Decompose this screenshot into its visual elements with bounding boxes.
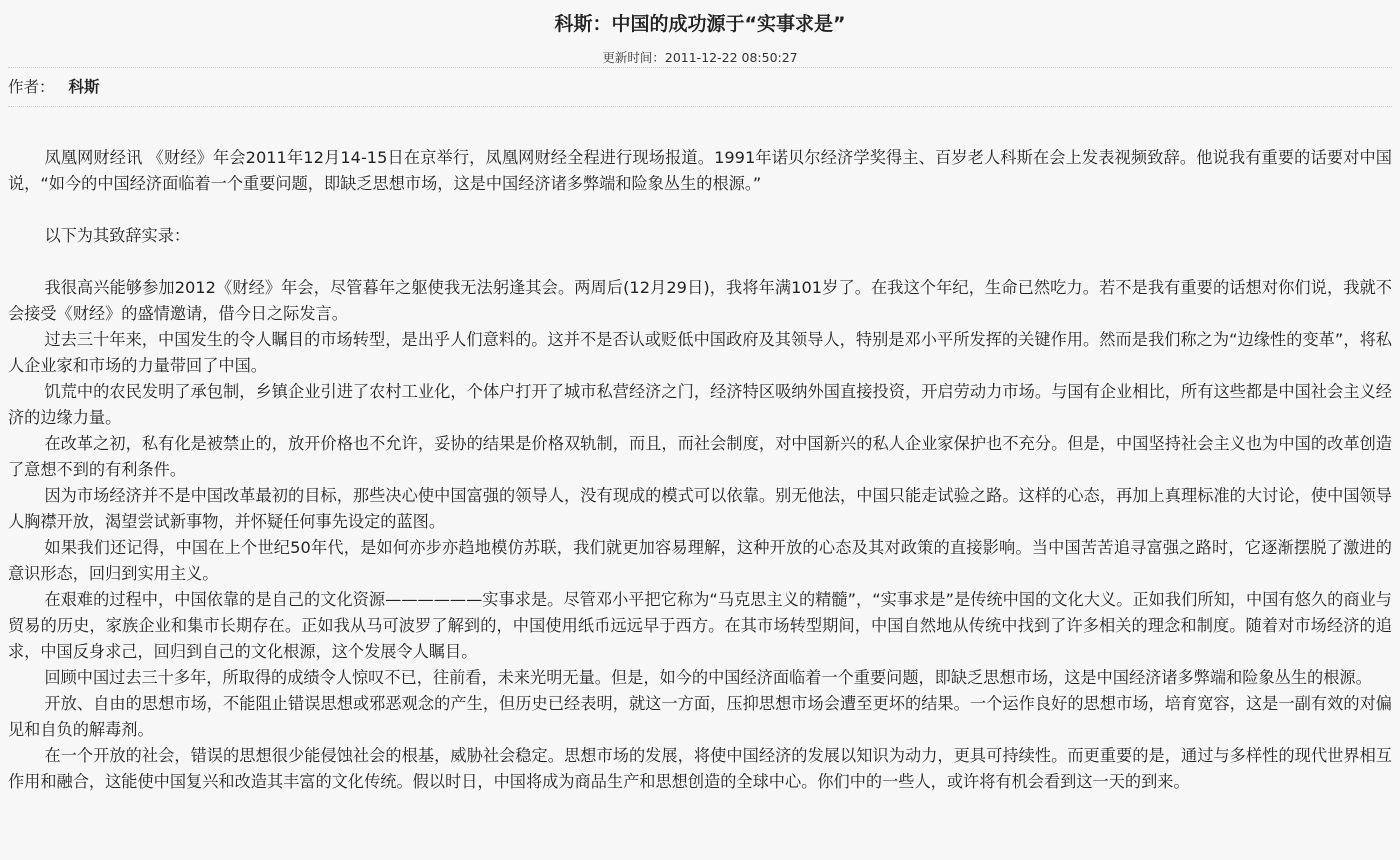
body-paragraph: 回顾中国过去三十多年，所取得的成绩令人惊叹不已，往前看，未来光明无量。但是，如今的中国经济面临着一个重要问题，即缺乏思想市场，这是中国经济诸多弊端和险象丛生的根源。 <box>44 668 1372 687</box>
body-paragraph: 以下为其致辞实录： <box>44 226 191 245</box>
body-paragraph: 凤凰网财经讯 《财经》年会2011年12月14-15日在京举行，凤凰网财经全程进行现场报道。1991年诺贝尔经济学奖得主、百岁老人科斯在会上发表视频致辞。他说我有重要的话要对中国说，“如今的中国经济面临着一个重要问题，即缺乏思想市场，这是中国经济诸多弊端和险象丛生的根源。” <box>8 148 1392 193</box>
article-body <box>8 145 1392 795</box>
body-paragraph: 在一个开放的社会，错误的思想很少能侵蚀社会的根基，威胁社会稳定。思想市场的发展，将使中国经济的发展以知识为动力，更具可持续性。而更重要的是，通过与多样性的现代世界相互作用和融合，这能使中国复兴和改造其丰富的文化传统。假以时日，中国将成为商品生产和思想创造的全球中心。你们中的一些人，或许将有机会看到这一天的到来。 <box>8 746 1392 791</box>
body-paragraph: 饥荒中的农民发明了承包制，乡镇企业引进了农村工业化，个体户打开了城市私营经济之门，经济特区吸纳外国直接投资，开启劳动力市场。与国有企业相比，所有这些都是中国社会主义经济的边缘力量。 <box>8 382 1392 427</box>
update-time <box>8 49 1392 67</box>
body-paragraph: 如果我们还记得，中国在上个世纪50年代，是如何亦步亦趋地模仿苏联，我们就更加容易理解，这种开放的心态及其对政策的直接影响。当中国苦苦追寻富强之路时，它逐渐摆脱了激进的意识形态，回归到实用主义。 <box>8 538 1392 583</box>
body-paragraph: 在改革之初，私有化是被禁止的，放开价格也不允许，妥协的结果是价格双轨制，而且，而社会制度，对中国新兴的私人企业家保护也不充分。但是，中国坚持社会主义也为中国的改革创造了意想不到的有利条件。 <box>8 434 1392 479</box>
body-paragraph: 在艰难的过程中，中国依靠的是自己的文化资源——————实事求是。尽管邓小平把它称为“马克思主义的精髓”，“实事求是”是传统中国的文化大义。正如我们所知，中国有悠久的商业与贸易的历史，家族企业和集市长期存在。正如我从马可波罗了解到的，中国使用纸币远远早于西方。在其市场转型期间，中国自然地从传统中找到了许多相关的理念和制度。随着对市场经济的追求，中国反身求己，回归到自己的文化根源，这个发展令人瞩目。 <box>8 590 1392 661</box>
update-time-label: 更新时间： <box>602 50 665 65</box>
author-divider <box>8 106 1392 107</box>
body-paragraph: 开放、自由的思想市场，不能阻止错误思想或邪恶观念的产生，但历史已经表明，就这一方面，压抑思想市场会遭至更坏的结果。一个运作良好的思想市场，培育宽容，这是一副有效的对偏见和自负的解毒剂。 <box>8 694 1392 739</box>
body-paragraph: 过去三十年来，中国发生的令人瞩目的市场转型，是出乎人们意料的。这并不是否认或贬低中国政府及其领导人，特别是邓小平所发挥的关键作用。然而是我们称之为“边缘性的变革”，将私人企业家和市场的力量带回了中国。 <box>8 330 1392 375</box>
article-title: 科斯：中国的成功源于“实事求是” <box>554 13 846 35</box>
update-time-value: 2011-12-22 08:50:27 <box>664 50 798 65</box>
body-paragraph: 因为市场经济并不是中国改革最初的目标，那些决心使中国富强的领导人，没有现成的模式可以依靠。别无他法，中国只能走试验之路。这样的心态，再加上真理标准的大讨论，使中国领导人胸襟开放，渴望尝试新事物，并怀疑任何事先设定的蓝图。 <box>8 486 1392 531</box>
author-name: 科斯 <box>68 78 100 96</box>
author-row <box>8 68 1392 106</box>
author-label: 作者： <box>8 78 55 96</box>
body-paragraph: 我很高兴能够参加2012《财经》年会，尽管暮年之躯使我无法躬逢其会。两周后(12月29日)，我将年满101岁了。在我这个年纪，生命已然吃力。若不是我有重要的话想对你们说，我就不会接受《财经》的盛情邀请，借今日之际发言。 <box>8 278 1392 323</box>
